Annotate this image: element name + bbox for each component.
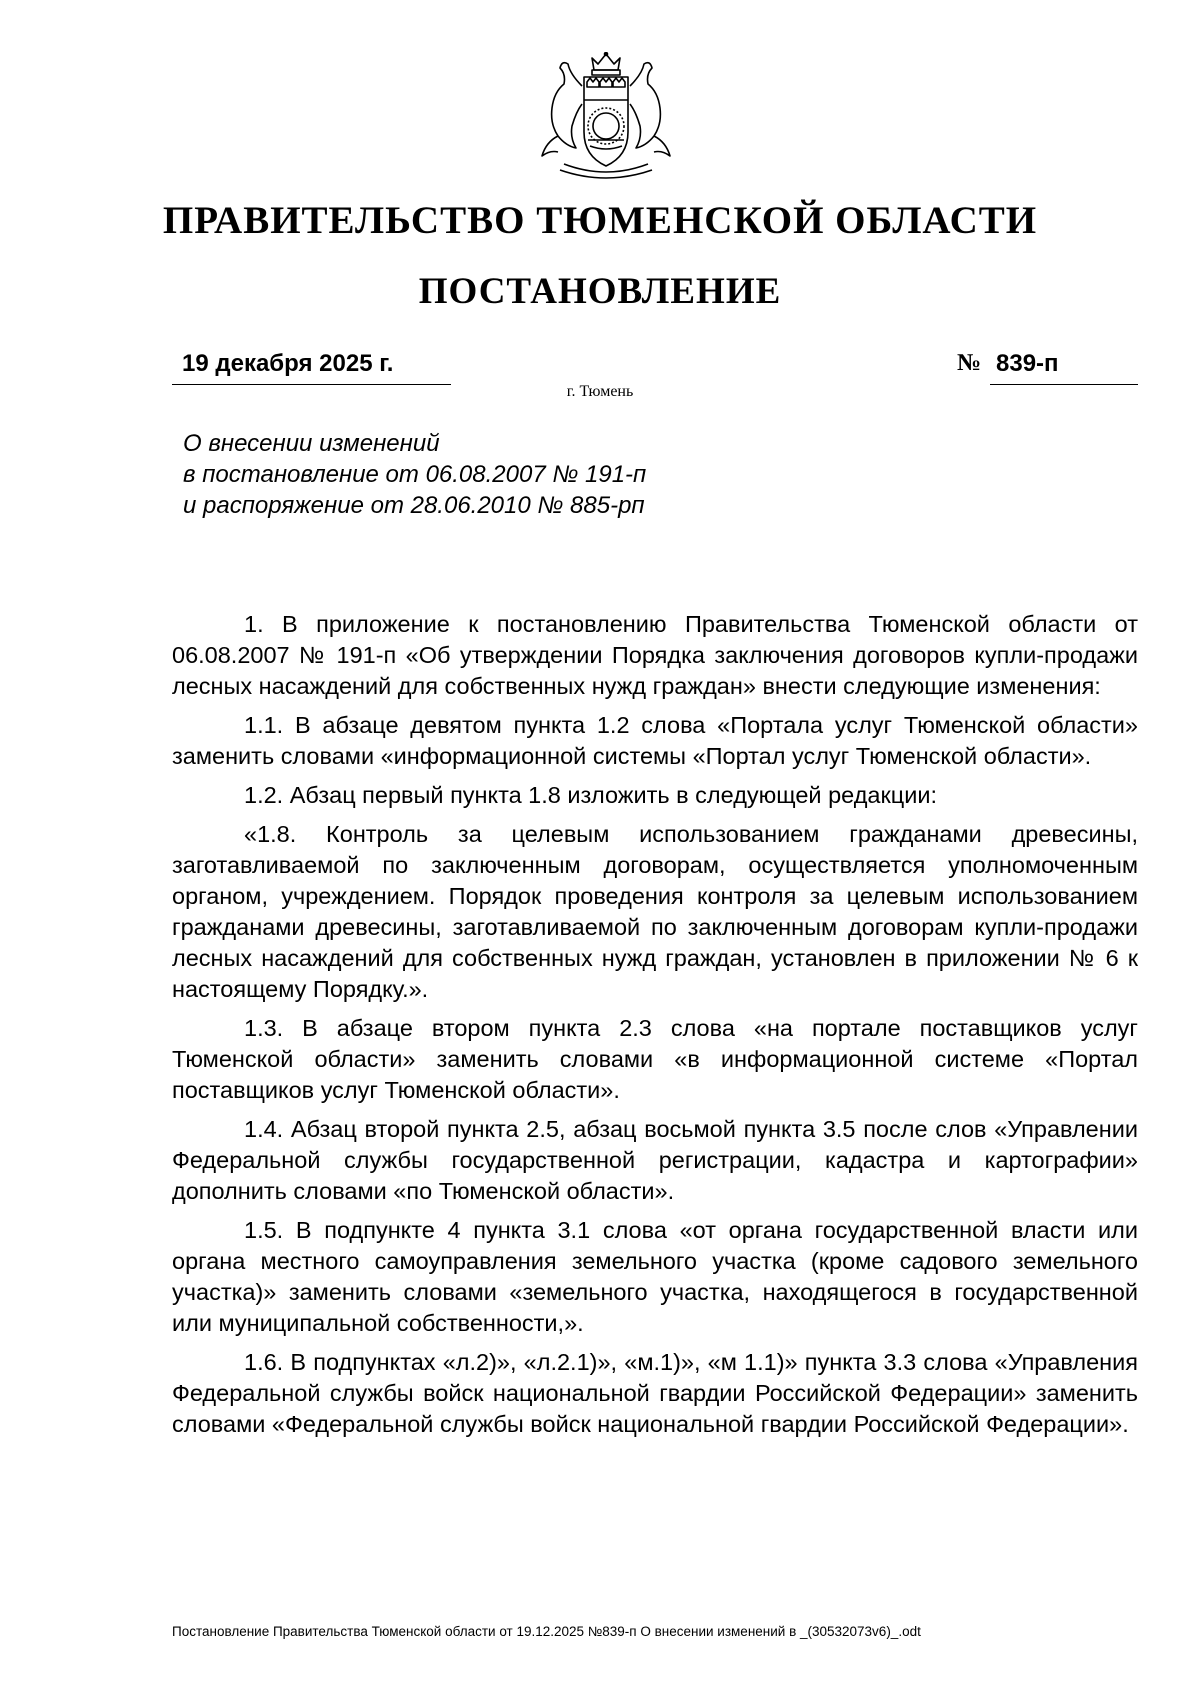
government-name: ПРАВИТЕЛЬСТВО ТЮМЕНСКОЙ ОБЛАСТИ <box>162 199 1038 242</box>
body-paragraph: 1.4. Абзац второй пункта 2.5, абзац восьмой пункта 3.5 после слов «Управлении Федеральной службы государственной регистрации, кадастра и картографии» дополнить словами «по Тюменской области». <box>172 1116 1138 1204</box>
coat-of-arms-icon <box>536 52 676 185</box>
page-footer: Постановление Правительства Тюменской области от 19.12.2025 №839-п О внесении изменений в _(30532073v6)_.odt <box>172 1624 921 1639</box>
date-line <box>172 350 451 385</box>
body-paragraph: 1. В приложение к постановлению Правительства Тюменской области от 06.08.2007 № 191-п «Об утверждении Порядка заключения договоров купли-продажи лесных насаждений для собственных нужд граждан» внести следующие изменения: <box>172 611 1138 699</box>
document-subject <box>183 428 646 521</box>
subject-line: в постановление от 06.08.2007 № 191-п <box>183 461 647 488</box>
document-date: 19 декабря 2025 г. <box>182 350 394 377</box>
body-paragraph: 1.2. Абзац первый пункта 1.8 изложить в следующей редакции: <box>244 782 938 808</box>
number-line <box>990 350 1138 385</box>
document-body <box>172 609 1138 1448</box>
body-paragraph: 1.3. В абзаце втором пункта 2.3 слова «на портале поставщиков услуг Тюменской области» заменить словами «в информационной системе «Портал поставщиков услуг Тюменской области». <box>172 1015 1138 1103</box>
number-sign: № <box>957 350 982 376</box>
subject-line: О внесении изменений <box>183 430 440 457</box>
body-paragraph: 1.6. В подпунктах «л.2)», «л.2.1)», «м.1)», «м 1.1)» пункта 3.3 слова «Управления Федеральной службы войск национальной гвардии Российской Федерации» заменить словами «Федеральной службы войск национальной гвардии Российской Федерации». <box>172 1349 1138 1437</box>
document-type-title: ПОСТАНОВЛЕНИЕ <box>418 271 782 312</box>
document-number: 839-п <box>996 350 1059 377</box>
body-paragraph: 1.1. В абзаце девятом пункта 1.2 слова «Портала услуг Тюменской области» заменить словами «информационной системы «Портал услуг Тюменской области». <box>172 712 1138 769</box>
body-paragraph: 1.5. В подпункте 4 пункта 3.1 слова «от органа государственной власти или органа местного самоуправления земельного участка (кроме садового земельного участка)» заменить словами «земельного участка, находящегося в государственной или муниципальной собственности,». <box>172 1217 1138 1336</box>
body-paragraph: «1.8. Контроль за целевым использованием гражданами древесины, заготавливаемой по заключенным договорам, осуществляется уполномоченным органом, учреждением. Порядок проведения контроля за целевым использованием гражданами древесины, заготавливаемой по заключенным договорам купли-продажи лесных насаждений для собственных нужд граждан, установлен в приложении № 6 к настоящему Порядку.». <box>172 821 1138 1002</box>
subject-line: и распоряжение от 28.06.2010 № 885-рп <box>183 492 645 519</box>
city-name: г. Тюмень <box>566 383 634 400</box>
